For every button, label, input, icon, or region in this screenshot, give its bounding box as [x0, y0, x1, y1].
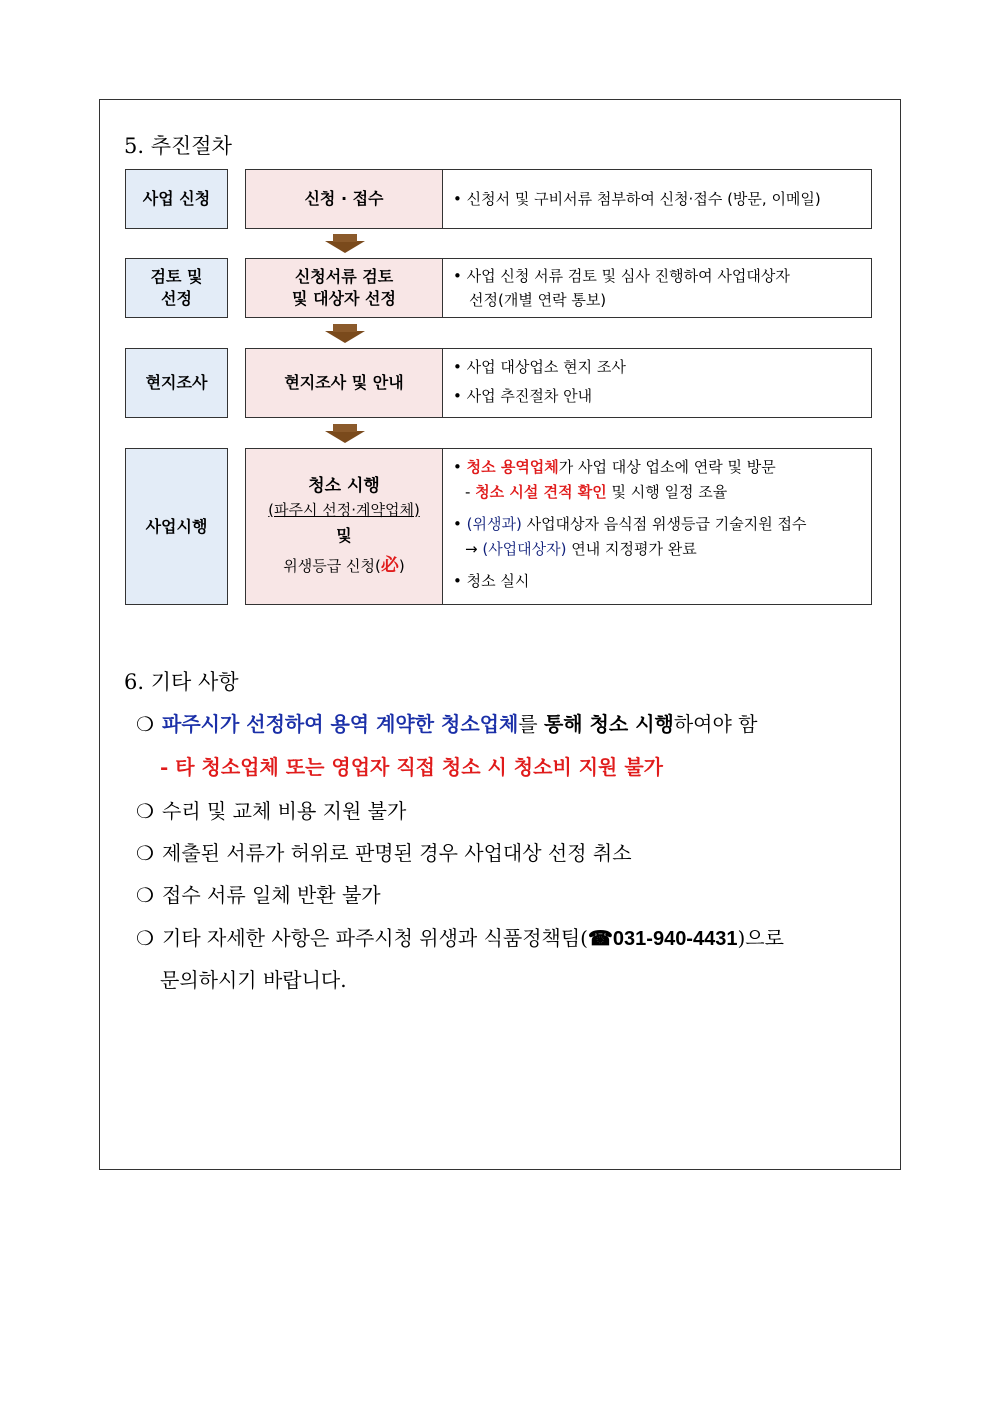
note-item4-text: 접수 서류 일체 반환 불가 [162, 883, 381, 907]
desc-review-line2: 선정(개별 연락 통보) [469, 291, 607, 309]
step-execution-line1: 청소 시행 [308, 475, 380, 496]
label-review-line2: 선정 [161, 289, 192, 308]
desc-exec-line2-red: 청소 시설 견적 확인 [475, 483, 607, 501]
desc-exec-line3-blue: (위생과) [466, 515, 522, 533]
circle-bullet: ❍ [136, 799, 154, 823]
mandatory-mark: 必 [380, 554, 399, 576]
desc-exec-line2 [453, 480, 861, 505]
label-survey: 현지조사 [125, 348, 228, 418]
note-item5 [136, 924, 784, 953]
step-survey: 현지조사 및 안내 [245, 348, 443, 418]
flow-arrow-3 [325, 431, 365, 443]
phone-number: ☎031-940-4431 [588, 928, 738, 950]
note-item1-bold: 통해 청소 시행 [543, 712, 674, 736]
desc-exec-line1-red: 청소 용역업체 [466, 458, 559, 476]
note-item5-a: 기타 자세한 사항은 파주시청 위생과 식품정책팀( [162, 926, 588, 950]
note-item3 [136, 839, 632, 867]
desc-application-text: • 신청서 및 구비서류 첨부하여 신청·접수 (방문, 이메일) [453, 187, 821, 211]
note-item2-text: 수리 및 교체 비용 지원 불가 [162, 799, 407, 823]
note-item1 [136, 710, 757, 738]
note-item2 [136, 797, 406, 825]
note-item1-sub: - 타 청소업체 또는 영업자 직접 청소 시 청소비 지원 불가 [160, 755, 663, 779]
desc-survey-line2: • 사업 추진절차 안내 [453, 382, 861, 411]
step-review-line1: 신청서류 검토 [294, 267, 394, 286]
desc-exec-line3-rest: 사업대상자 음식점 위생등급 기술지원 접수 [521, 515, 807, 533]
desc-survey-line1: • 사업 대상업소 현지 조사 [453, 353, 861, 382]
circle-bullet: ❍ [136, 926, 154, 950]
step-execution-line4 [283, 551, 404, 581]
desc-exec-line2-rest: 및 시행 일정 조율 [606, 483, 728, 501]
step-execution [245, 448, 443, 605]
desc-exec-line4-arrow: → [465, 540, 483, 558]
note-item1-mid: 를 [518, 712, 544, 736]
step-review-line2: 및 대상자 선정 [292, 289, 396, 308]
step-execution-line3: 및 [336, 525, 352, 545]
desc-exec-line4 [453, 537, 861, 562]
label-review [125, 258, 228, 318]
circle-bullet: ❍ [136, 712, 154, 736]
desc-exec-line5: • 청소 실시 [453, 569, 861, 594]
circle-bullet: ❍ [136, 841, 154, 865]
label-application: 사업 신청 [125, 169, 228, 229]
desc-exec-line1 [453, 455, 861, 480]
step-review [245, 258, 443, 318]
desc-survey [443, 348, 872, 418]
note-item4 [136, 881, 381, 909]
desc-execution [443, 448, 872, 605]
step-execution-line4a: 위생등급 신청( [283, 556, 381, 575]
desc-exec-line1-rest: 가 사업 대상 업소에 연락 및 방문 [558, 458, 776, 476]
desc-exec-line4-blue: (사업대상자) [482, 540, 567, 558]
section6-title: 6. 기타 사항 [124, 670, 239, 694]
desc-application [443, 169, 872, 229]
circle-bullet: ❍ [136, 883, 154, 907]
desc-exec-line3 [453, 512, 861, 537]
desc-review-line1: • 사업 신청 서류 검토 및 심사 진행하여 사업대상자 [453, 264, 861, 288]
step-execution-line4c: ) [398, 556, 405, 575]
note-item3-text: 제출된 서류가 허위로 판명된 경우 사업대상 선정 취소 [162, 841, 632, 865]
label-execution: 사업시행 [125, 448, 228, 605]
flow-arrow-1 [325, 241, 365, 253]
note-item1-end: 하여야 함 [673, 712, 758, 736]
label-review-line1: 검토 및 [150, 267, 203, 286]
note-item5-b: )으로 [737, 926, 784, 950]
note-item1-blue: 파주시가 선정하여 용역 계약한 청소업체 [162, 712, 519, 736]
section5-title: 5. 추진절차 [124, 134, 232, 158]
desc-exec-line2-dash: - [465, 483, 476, 501]
desc-review [443, 258, 872, 318]
step-application: 신청 · 접수 [245, 169, 443, 229]
note-item5-line2: 문의하시기 바랍니다. [160, 968, 347, 992]
flow-arrow-2 [325, 331, 365, 343]
desc-exec-line4-rest: 연내 지정평가 완료 [566, 540, 697, 558]
step-execution-line2: (파주시 선정·계약업체) [268, 500, 420, 519]
